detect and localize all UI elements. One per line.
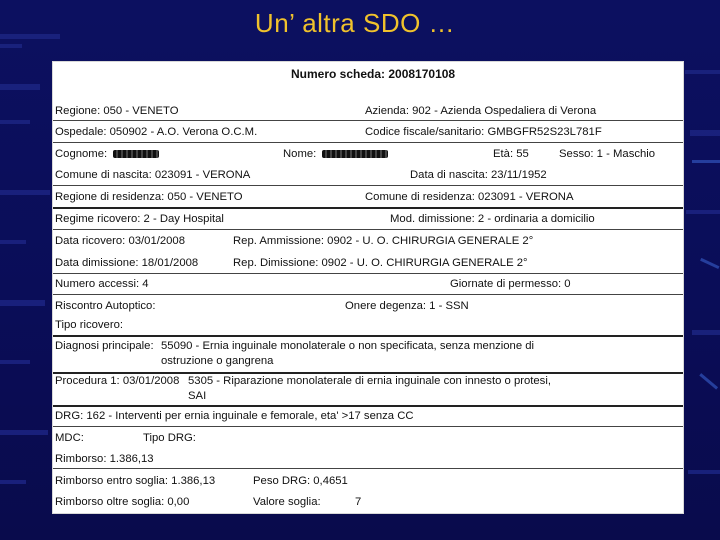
redacted-surname <box>113 150 159 158</box>
row-divider <box>53 468 683 469</box>
row-divider <box>53 426 683 427</box>
row-divider <box>53 273 683 274</box>
mdc: MDC: <box>55 432 84 444</box>
onere-degenza: Onere degenza: 1 - SSN <box>345 300 469 312</box>
section-divider <box>53 405 683 407</box>
codice-fiscale: Codice fiscale/sanitario: GMBGFR52S23L781F <box>365 126 602 138</box>
numero-scheda: Numero scheda: 2008170108 <box>291 67 456 81</box>
procedura-line-2: SAI <box>188 390 207 402</box>
rimborso-entro-soglia: Rimborso entro soglia: 1.386,13 <box>55 475 216 487</box>
regione-residenza: Regione di residenza: 050 - VENETO <box>55 191 243 203</box>
diagnosi-label: Diagnosi principale: <box>55 340 154 352</box>
drg: DRG: 162 - Interventi per ernia inguinale e femorale, eta' >17 senza CC <box>55 410 414 422</box>
rimborso: Rimborso: 1.386,13 <box>55 453 154 465</box>
tipo-drg: Tipo DRG: <box>143 432 196 444</box>
data-dimissione: Data dimissione: 18/01/2008 <box>55 257 199 269</box>
mod-dimissione: Mod. dimissione: 2 - ordinaria a domicilio <box>390 213 595 225</box>
comune-residenza: Comune di residenza: 023091 - VERONA <box>365 191 574 203</box>
azienda: Azienda: 902 - Azienda Ospedaliera di Verona <box>365 105 597 117</box>
riscontro-autoptico: Riscontro Autoptico: <box>55 300 156 312</box>
procedura-line-1: 5305 - Riparazione monolaterale di ernia inguinale con innesto o protesi, <box>188 375 551 387</box>
numero-accessi: Numero accessi: 4 <box>55 278 149 290</box>
cognome <box>55 148 159 160</box>
data-nascita: Data di nascita: 23/11/1952 <box>410 169 547 181</box>
giornate-permesso: Giornate di permesso: 0 <box>450 278 571 290</box>
peso-drg: Peso DRG: 0,4651 <box>253 475 348 487</box>
diagnosi-line-1: 55090 - Ernia inguinale monolaterale o non specificata, senza menzione di <box>161 340 535 352</box>
sdo-document <box>53 62 683 513</box>
section-divider <box>53 335 683 337</box>
procedura-label: Procedura 1: 03/01/2008 <box>55 375 180 387</box>
valore-soglia-value: 7 <box>355 496 362 508</box>
row-divider <box>53 120 683 121</box>
row-divider <box>53 185 683 186</box>
redacted-name <box>322 150 388 158</box>
rimborso-oltre-soglia: Rimborso oltre soglia: 0,00 <box>55 496 190 508</box>
rep-dimissione: Rep. Dimissione: 0902 - U. O. CHIRURGIA GENERALE 2° <box>233 257 528 269</box>
eta: Età: 55 <box>493 148 529 160</box>
regime-ricovero: Regime ricovero: 2 - Day Hospital <box>55 213 224 225</box>
rep-ammissione: Rep. Ammissione: 0902 - U. O. CHIRURGIA GENERALE 2° <box>233 235 534 247</box>
row-divider <box>53 294 683 295</box>
ospedale: Ospedale: 050902 - A.O. Verona O.C.M. <box>55 126 258 138</box>
section-divider <box>53 207 683 209</box>
data-ricovero: Data ricovero: 03/01/2008 <box>55 235 185 247</box>
tipo-ricovero: Tipo ricovero: <box>55 319 124 331</box>
section-divider <box>53 372 683 374</box>
sesso: Sesso: 1 - Maschio <box>559 148 656 160</box>
row-divider <box>53 142 683 143</box>
cognome-label: Cognome: <box>55 148 108 160</box>
slide-title: Un’ altra SDO … <box>254 8 456 38</box>
nome <box>283 148 388 160</box>
regione: Regione: 050 - VENETO <box>55 105 179 117</box>
valore-soglia-label: Valore soglia: <box>253 496 321 508</box>
diagnosi-line-2: ostruzione o gangrena <box>161 355 274 367</box>
nome-label: Nome: <box>283 148 317 160</box>
row-divider <box>53 229 683 230</box>
comune-nascita: Comune di nascita: 023091 - VERONA <box>55 169 251 181</box>
